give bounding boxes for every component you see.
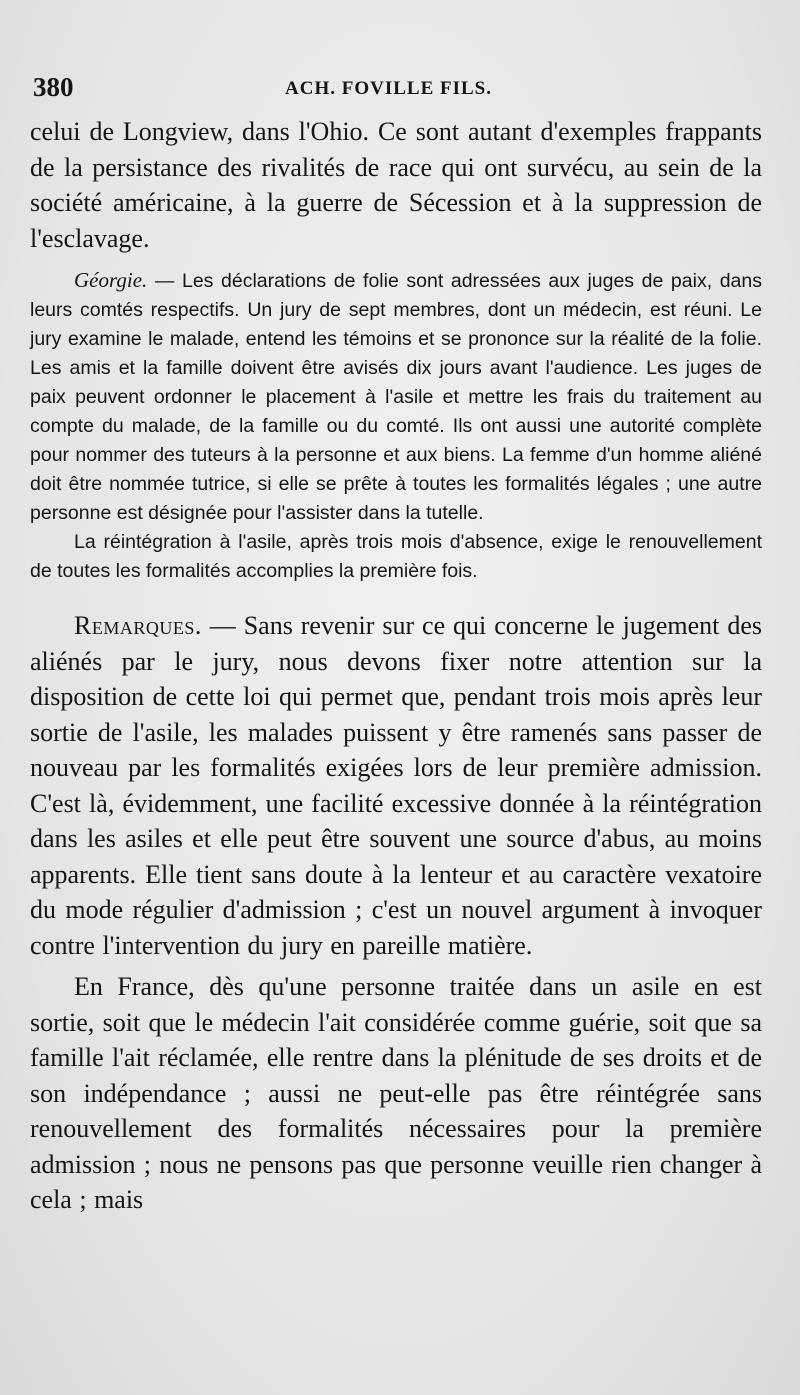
remarques-label: Remarques. — [74, 611, 202, 640]
georgie-text: — Les déclarations de folie sont adressées aux juges de paix, dans leurs comtés respectifs. Un jury de sept membres, dont un médecin, est réuni. Le jury examine le malade, entend les témoins et se prononce sur la réalité de la folie. Les amis et la famille doivent être avisés dix jours avant l'audience. Les juges de paix peuvent ordonner le placement à l'asile et mettre les frais du traitement au compte du malade, de la famille ou du comté. Ils ont aussi une autorité complète pour nommer des tuteurs à la personne et aux biens. La femme d'un homme aliéné doit être nommée tutrice, si elle se prête à toutes les formalités légales ; une autre personne est désignée pour l'assister dans la tutelle. — [30, 270, 762, 524]
paragraph-reintegration: La réintégration à l'asile, après trois mois d'absence, exige le renouvellement de toutes les formalités accomplies la première fois. — [30, 531, 762, 582]
page-header — [33, 72, 753, 108]
body-text — [30, 114, 762, 1218]
paragraph-france: En France, dès qu'une personne traitée dans un asile en est sortie, soit que le médecin l'ait considérée comme guérie, soit que sa famille l'ait réclamée, elle rentre dans la plénitude de ses droits et de son indépendance ; aussi ne peut-elle pas être réintégrée sans renouvellement des formalités nécessaires pour la première admission ; nous ne pensons pas que personne veuille rien changer à cela ; mais — [30, 972, 762, 1214]
paragraph-longview: celui de Longview, dans l'Ohio. Ce sont autant d'exemples frappants de la persistance des rivalités de race qui ont survécu, au sein de la société américaine, à la guerre de Sécession et à la suppression de l'esclavage. — [30, 117, 762, 253]
georgie-label: Géorgie. — [74, 268, 148, 292]
paragraph-remarques — [30, 608, 762, 963]
page-number: 380 — [33, 72, 74, 102]
running-head: ACH. FOVILLE FILS. — [285, 78, 492, 99]
remarques-text: — Sans revenir sur ce qui concerne le jugement des aliénés par le jury, nous devons fixer notre attention sur la disposition de cette loi qui permet que, pendant trois mois après leur sortie de l'asile, les malades puissent y être ramenés sans passer de nouveau par les formalités exigées lors de leur première admission. C'est là, évidemment, une facilité excessive donnée à la réintégration dans les asiles et elle peut être souvent une source d'abus, au moins apparents. Elle tient sans doute à la lenteur et au caractère vexatoire du mode régulier d'admission ; c'est un nouvel argument à invoquer contre l'intervention du jury en pareille matière. — [30, 611, 762, 960]
paragraph-georgie — [30, 266, 762, 528]
